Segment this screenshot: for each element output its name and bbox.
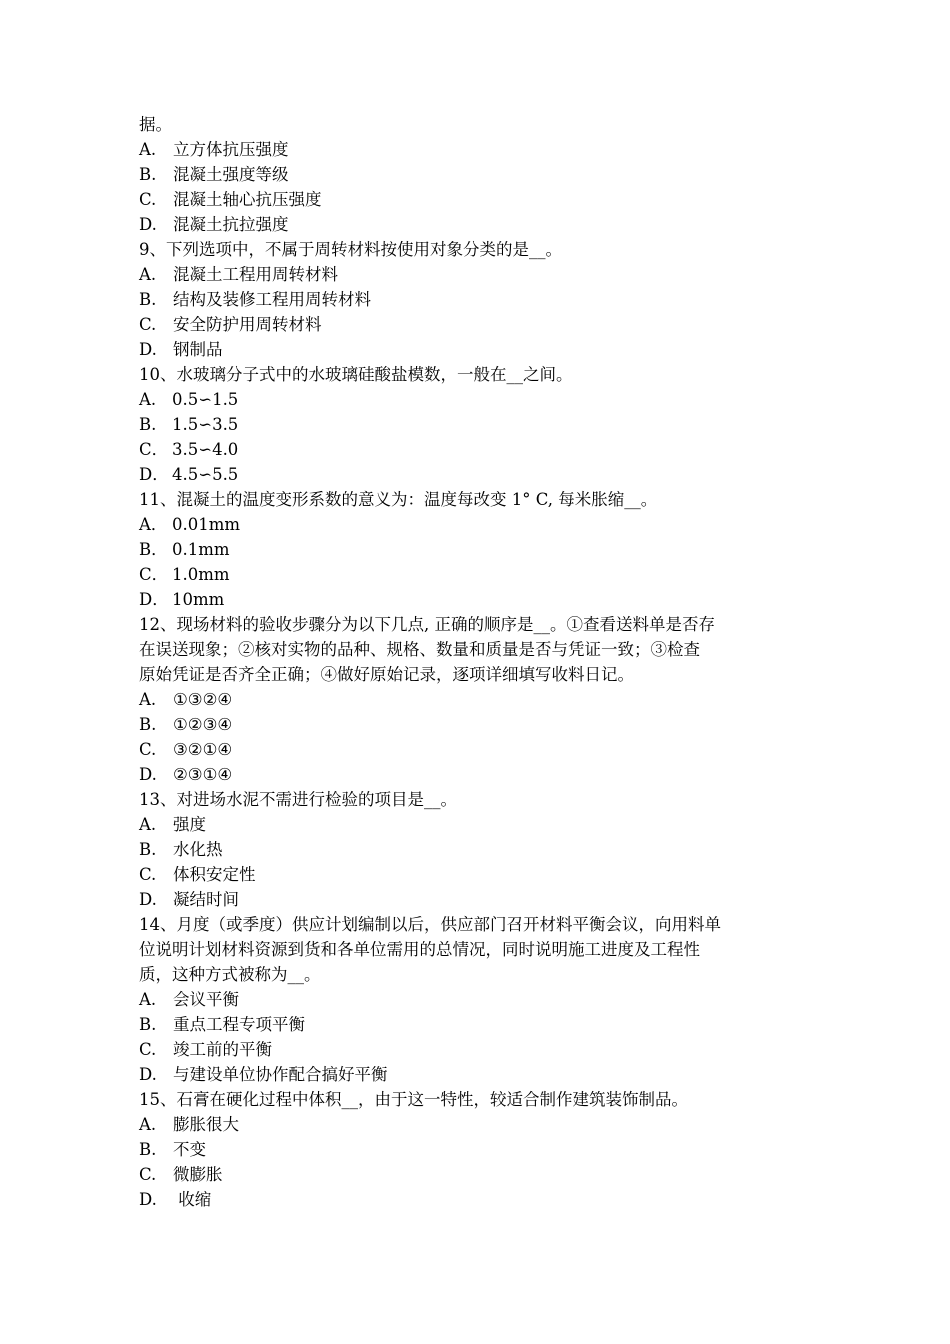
option-text: 立方体抗压强度 bbox=[173, 140, 289, 159]
option-text: 不变 bbox=[173, 1140, 206, 1159]
option-item bbox=[139, 887, 819, 912]
option-text: 重点工程专项平衡 bbox=[173, 1015, 305, 1034]
option-item bbox=[139, 212, 819, 237]
option-letter: A. bbox=[139, 690, 157, 709]
option-item bbox=[139, 1062, 819, 1087]
option-item bbox=[139, 462, 819, 487]
option-item bbox=[139, 1012, 819, 1037]
document-body bbox=[139, 112, 819, 1212]
option-item bbox=[139, 287, 819, 312]
option-item bbox=[139, 712, 819, 737]
option-text: 3.5∽4.0 bbox=[172, 440, 239, 459]
option-text: 1.5∽3.5 bbox=[172, 415, 239, 434]
question-text-line: 原始凭证是否齐全正确；④做好原始记录，逐项详细填写收料日记。 bbox=[139, 665, 634, 684]
question-block bbox=[139, 612, 819, 787]
option-letter: D． bbox=[139, 465, 169, 484]
option-letter: C. bbox=[139, 740, 157, 759]
option-letter: B. bbox=[139, 840, 157, 859]
option-letter: C. bbox=[139, 190, 157, 209]
option-letter: A． bbox=[139, 515, 168, 534]
question-text: 13、对进场水泥不需进行检验的项目是__。 bbox=[139, 790, 457, 809]
option-letter: B. bbox=[139, 165, 157, 184]
question-text: 15、石膏在硬化过程中体积__，由于这一特性，较适合制作建筑装饰制品。 bbox=[139, 1090, 688, 1109]
option-text: 结构及装修工程用周转材料 bbox=[173, 290, 371, 309]
option-item bbox=[139, 437, 819, 462]
option-text: 0.5∽1.5 bbox=[172, 390, 239, 409]
option-letter: B. bbox=[139, 715, 157, 734]
option-item bbox=[139, 587, 819, 612]
prev-options bbox=[139, 137, 819, 237]
option-text: 0.1mm bbox=[172, 540, 230, 559]
option-item bbox=[139, 337, 819, 362]
option-item bbox=[139, 1187, 819, 1212]
option-item bbox=[139, 812, 819, 837]
option-letter: B. bbox=[139, 415, 157, 434]
option-letter: D. bbox=[139, 340, 157, 359]
option-item bbox=[139, 987, 819, 1012]
question-text: 10、水玻璃分子式中的水玻璃硅酸盐模数，一般在__之间。 bbox=[139, 365, 573, 384]
option-item bbox=[139, 537, 819, 562]
option-item bbox=[139, 387, 819, 412]
question-text-line: 14、月度（或季度）供应计划编制以后，供应部门召开材料平衡会议，向用料单 bbox=[139, 915, 721, 934]
option-item bbox=[139, 412, 819, 437]
question-text-line: 12、现场材料的验收步骤分为以下几点, 正确的顺序是__。①查看送料单是否存 bbox=[139, 615, 715, 634]
option-text: 强度 bbox=[173, 815, 206, 834]
option-text: 凝结时间 bbox=[173, 890, 239, 909]
lead-text: 据。 bbox=[139, 115, 172, 134]
option-letter: D. bbox=[139, 215, 157, 234]
option-letter: D． bbox=[139, 590, 169, 609]
option-text: 安全防护用周转材料 bbox=[173, 315, 322, 334]
option-item bbox=[139, 562, 819, 587]
option-text: 与建设单位协作配合搞好平衡 bbox=[173, 1065, 388, 1084]
option-text: 微膨胀 bbox=[173, 1165, 223, 1184]
option-item bbox=[139, 1037, 819, 1062]
option-item bbox=[139, 762, 819, 787]
option-letter: A. bbox=[139, 990, 157, 1009]
option-text: ③②①④ bbox=[173, 740, 233, 759]
option-text: 混凝土轴心抗压强度 bbox=[173, 190, 322, 209]
option-letter: C. bbox=[139, 865, 157, 884]
option-text: 1.0mm bbox=[172, 565, 230, 584]
option-item bbox=[139, 137, 819, 162]
question-block bbox=[139, 1087, 819, 1212]
question-text: 9、下列选项中，不属于周转材料按使用对象分类的是__。 bbox=[139, 240, 562, 259]
question-block bbox=[139, 362, 819, 487]
option-item bbox=[139, 737, 819, 762]
question-block bbox=[139, 912, 819, 1087]
option-text: 会议平衡 bbox=[173, 990, 239, 1009]
option-item bbox=[139, 312, 819, 337]
option-letter: B. bbox=[139, 1140, 157, 1159]
option-letter: C. bbox=[139, 315, 157, 334]
option-item bbox=[139, 862, 819, 887]
option-text: 混凝土抗拉强度 bbox=[173, 215, 289, 234]
option-text: 钢制品 bbox=[173, 340, 223, 359]
option-letter: B． bbox=[139, 540, 168, 559]
option-text: ②③①④ bbox=[173, 765, 233, 784]
option-letter: C． bbox=[139, 565, 169, 584]
option-text: ①③②④ bbox=[173, 690, 233, 709]
option-text: 膨胀很大 bbox=[173, 1115, 239, 1134]
option-letter: D. bbox=[139, 765, 157, 784]
question-text-line: 位说明计划材料资源到货和各单位需用的总情况，同时说明施工进度及工程性 bbox=[139, 940, 700, 959]
option-item bbox=[139, 1162, 819, 1187]
option-text: 混凝土工程用周转材料 bbox=[173, 265, 338, 284]
option-letter: D. bbox=[139, 890, 157, 909]
option-letter: D. bbox=[139, 1065, 157, 1084]
option-letter: A. bbox=[139, 265, 157, 284]
option-item bbox=[139, 162, 819, 187]
option-letter: A. bbox=[139, 390, 157, 409]
option-item bbox=[139, 1137, 819, 1162]
option-item bbox=[139, 187, 819, 212]
option-letter: A. bbox=[139, 1115, 157, 1134]
option-text: 10mm bbox=[172, 590, 225, 609]
option-text: ①②③④ bbox=[173, 715, 233, 734]
option-letter: D. bbox=[139, 1190, 157, 1209]
option-letter: C． bbox=[139, 440, 169, 459]
option-text: 体积安定性 bbox=[173, 865, 256, 884]
option-text: 混凝土强度等级 bbox=[173, 165, 289, 184]
option-letter: C. bbox=[139, 1040, 157, 1059]
option-item bbox=[139, 1112, 819, 1137]
option-item bbox=[139, 687, 819, 712]
question-text: 11、混凝土的温度变形系数的意义为：温度每改变 1° C, 每米胀缩__。 bbox=[139, 490, 658, 509]
option-text: 收缩 bbox=[173, 1190, 212, 1209]
option-letter: B. bbox=[139, 1015, 157, 1034]
option-letter: B. bbox=[139, 290, 157, 309]
option-text: 水化热 bbox=[173, 840, 223, 859]
question-block bbox=[139, 487, 819, 612]
option-item bbox=[139, 512, 819, 537]
option-text: 0.01mm bbox=[172, 515, 241, 534]
option-letter: A. bbox=[139, 815, 157, 834]
option-letter: A. bbox=[139, 140, 157, 159]
option-letter: C. bbox=[139, 1165, 157, 1184]
question-block bbox=[139, 787, 819, 912]
option-item bbox=[139, 262, 819, 287]
option-text: 4.5∽5.5 bbox=[172, 465, 239, 484]
question-block bbox=[139, 237, 819, 362]
option-item bbox=[139, 837, 819, 862]
question-text-line: 质，这种方式被称为__。 bbox=[139, 965, 321, 984]
option-text: 竣工前的平衡 bbox=[173, 1040, 272, 1059]
question-text-line: 在误送现象；②核对实物的品种、规格、数量和质量是否与凭证一致；③检查 bbox=[139, 640, 700, 659]
